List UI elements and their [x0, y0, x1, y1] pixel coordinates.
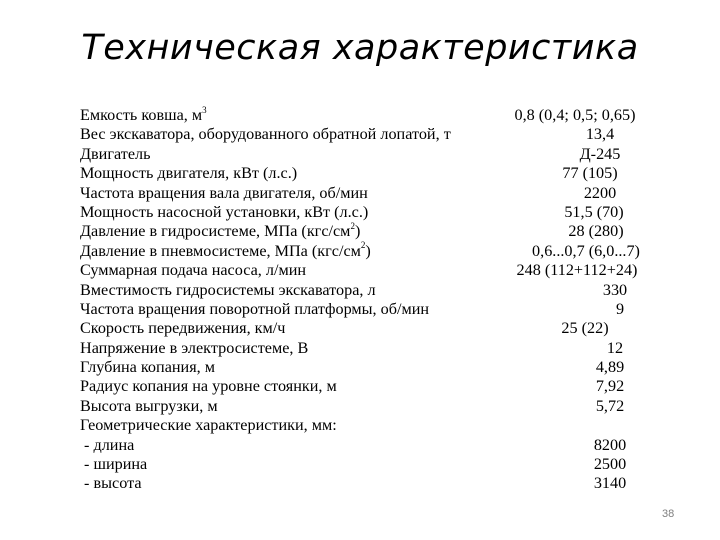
- spec-row: [80, 397, 660, 416]
- spec-value: Д-245: [579, 144, 621, 163]
- spec-label: Двигатель: [80, 144, 151, 163]
- spec-value: 0,6...0,7 (6,0...7): [532, 241, 640, 260]
- spec-value: 0,8 (0,4; 0,5; 0,65): [514, 106, 636, 124]
- spec-row: [80, 474, 660, 493]
- spec-label: Вес экскаватора, оборудованного обратной лопатой, т: [80, 125, 451, 144]
- spec-value: 9: [615, 299, 625, 318]
- spec-label: Глубина копания, м: [80, 358, 215, 377]
- spec-row: [80, 145, 660, 164]
- spec-row: [80, 455, 660, 474]
- spec-row: [80, 416, 660, 435]
- spec-label: - ширина: [80, 455, 148, 474]
- page-number: 38: [662, 508, 675, 520]
- spec-row: [80, 300, 660, 319]
- spec-value: 7,92: [595, 377, 625, 396]
- spec-row: [80, 281, 660, 300]
- spec-row: [80, 203, 660, 222]
- spec-label: Давление в гидросистеме, МПа $(кгс/см^2)$: [80, 220, 361, 241]
- spec-value: 13,4: [585, 125, 615, 144]
- spec-label: Суммарная подача насоса, л/мин: [80, 261, 307, 280]
- slide-title: Техническая характеристика: [81, 28, 639, 68]
- spec-value: 4,89: [595, 358, 625, 377]
- spec-label: Мощность двигателя, кВт (л.с.): [80, 164, 298, 183]
- spec-label: Вместимость гидросистемы экскаватора, л: [80, 280, 376, 299]
- spec-row: [80, 125, 660, 144]
- spec-value: 2500: [593, 455, 627, 474]
- spec-row: [80, 436, 660, 455]
- spec-value: 8200: [593, 435, 627, 454]
- spec-label: Емкость ковша, $м^3$: [80, 104, 207, 124]
- spec-label: - длина: [80, 435, 135, 454]
- spec-value: 330: [602, 280, 628, 299]
- spec-row: [80, 242, 660, 261]
- spec-label: Радиус копания на уровне стоянки, м: [80, 377, 337, 396]
- spec-row: [80, 319, 660, 338]
- spec-label: Мощность насосной установки, кВт (л.с.): [80, 202, 369, 221]
- spec-label: Скорость передвижения, км/ч: [80, 319, 286, 338]
- spec-value: 3140: [593, 474, 627, 493]
- spec-table: [80, 106, 660, 494]
- spec-row: [80, 184, 660, 203]
- spec-value: 25 (22): [561, 319, 609, 338]
- spec-label: Давление в пневмосистеме, МПа $(кгс/см^2)$: [80, 240, 371, 260]
- spec-row: [80, 164, 660, 183]
- spec-value: 28 (280): [568, 222, 624, 241]
- spec-label: Высота выгрузки, м: [80, 396, 218, 415]
- spec-value: 77 (105): [562, 164, 618, 183]
- spec-value: 12: [606, 338, 624, 357]
- spec-label: Геометрические характеристики, мм:: [80, 416, 337, 435]
- spec-row: [80, 106, 660, 125]
- spec-value: 248 (112+112+24): [516, 261, 638, 280]
- spec-row: [80, 222, 660, 241]
- spec-row: [80, 339, 660, 358]
- spec-value: 2200: [583, 183, 617, 202]
- spec-value: 5,72: [595, 396, 625, 415]
- spec-row: [80, 377, 660, 396]
- spec-label: Частота вращения вала двигателя, об/мин: [80, 183, 368, 202]
- spec-row: [80, 261, 660, 280]
- spec-label: - высота: [80, 474, 142, 493]
- spec-label: Частота вращения поворотной платформы, об/мин: [80, 299, 430, 318]
- spec-value: 51,5 (70): [564, 202, 624, 221]
- spec-row: [80, 358, 660, 377]
- spec-label: Напряжение в электросистеме, В: [80, 338, 309, 357]
